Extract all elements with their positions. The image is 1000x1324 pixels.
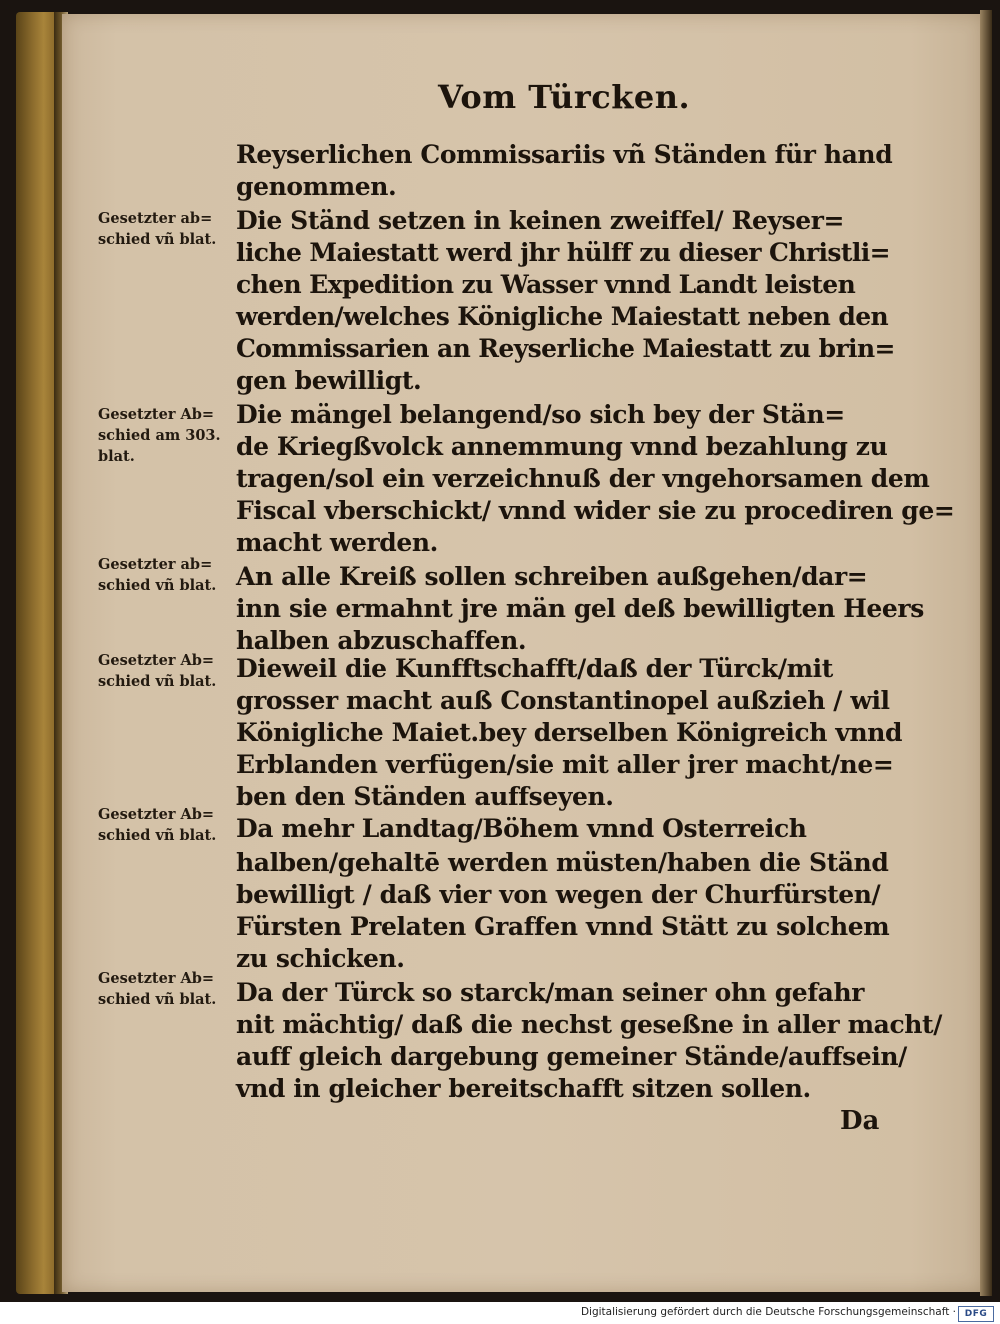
margin-note-line: blat. bbox=[98, 448, 135, 465]
body-line: Die mängel belangend/so sich bey der Stän= bbox=[236, 400, 845, 429]
body-line: grosser macht auß Constantinopel außzieh / wil bbox=[236, 686, 890, 715]
body-line: tragen/sol ein verzeichnuß der vngehorsamen dem bbox=[236, 464, 930, 493]
body-line: Königliche Maiet.bey derselben Königreich vnnd bbox=[236, 718, 903, 747]
page-fore-edge bbox=[980, 10, 992, 1296]
body-line: gen bewilligt. bbox=[236, 366, 422, 395]
running-header: Vom Türcken. bbox=[438, 78, 691, 116]
body-line: Die Ständ setzen in keinen zweiffel/ Reyser= bbox=[236, 206, 845, 235]
footer-bar bbox=[0, 1302, 1000, 1324]
margin-note-line: schied am 303. bbox=[98, 427, 221, 444]
margin-note-line: Gesetzter Ab= bbox=[98, 806, 215, 823]
margin-note-line: Gesetzter ab= bbox=[98, 556, 213, 573]
body-line: de Kriegßvolck annemmung vnnd bezahlung zu bbox=[236, 432, 888, 461]
body-line: Dieweil die Kunfftschafft/daß der Türck/mit bbox=[236, 654, 833, 683]
body-line: halben/gehaltē werden müsten/haben die Ständ bbox=[236, 848, 889, 877]
margin-note-line: schied vñ blat. bbox=[98, 231, 217, 248]
catchword: Da bbox=[840, 1106, 880, 1136]
body-line: chen Expedition zu Wasser vnnd Landt leisten bbox=[236, 270, 856, 299]
margin-note-line: Gesetzter Ab= bbox=[98, 406, 215, 423]
body-line: Da der Türck so starck/man seiner ohn gefahr bbox=[236, 978, 865, 1007]
margin-note-line: schied vñ blat. bbox=[98, 673, 217, 690]
margin-note-line: Gesetzter Ab= bbox=[98, 970, 215, 987]
body-line: nit mächtig/ daß die nechst geseßne in aller macht/ bbox=[236, 1010, 942, 1039]
dfg-logo: DFG bbox=[958, 1306, 994, 1322]
body-line: Commissarien an Reyserliche Maiestatt zu brin= bbox=[236, 334, 895, 363]
margin-note-line: schied vñ blat. bbox=[98, 827, 217, 844]
margin-note-line: schied vñ blat. bbox=[98, 991, 217, 1008]
body-line: halben abzuschaffen. bbox=[236, 626, 527, 655]
body-line: werden/welches Königliche Maiestatt neben den bbox=[236, 302, 889, 331]
body-line: macht werden. bbox=[236, 528, 438, 557]
body-line: ben den Ständen auffseyen. bbox=[236, 782, 614, 811]
body-line: liche Maiestatt werd jhr hülff zu dieser Christli= bbox=[236, 238, 890, 267]
body-line: Da mehr Landtag/Böhem vnnd Osterreich bbox=[236, 814, 807, 843]
body-line: Fiscal vberschickt/ vnnd wider sie zu procediren ge= bbox=[236, 496, 955, 525]
body-line: An alle Kreiß sollen schreiben außgehen/dar= bbox=[236, 562, 868, 591]
margin-note-line: Gesetzter Ab= bbox=[98, 652, 215, 669]
body-line: zu schicken. bbox=[236, 944, 405, 973]
body-line: Fürsten Prelaten Graffen vnnd Stätt zu solchem bbox=[236, 912, 890, 941]
body-line: Reyserlichen Commissariis vñ Ständen für hand bbox=[236, 140, 893, 169]
margin-note-line: schied vñ blat. bbox=[98, 577, 217, 594]
body-line: inn sie ermahnt jre män gel deß bewilligten Heers bbox=[236, 594, 924, 623]
body-line: genommen. bbox=[236, 172, 397, 201]
body-line: Erblanden verfügen/sie mit aller jrer macht/ne= bbox=[236, 750, 894, 779]
footer-credit: Digitalisierung gefördert durch die Deutsche Forschungsgemeinschaft · bbox=[580, 1306, 956, 1318]
margin-note-line: Gesetzter ab= bbox=[98, 210, 213, 227]
body-line: auff gleich dargebung gemeiner Stände/auffsein/ bbox=[236, 1042, 907, 1071]
body-line: vnd in gleicher bereitschafft sitzen sollen. bbox=[236, 1074, 811, 1103]
body-line: bewilligt / daß vier von wegen der Churfürsten/ bbox=[236, 880, 881, 909]
